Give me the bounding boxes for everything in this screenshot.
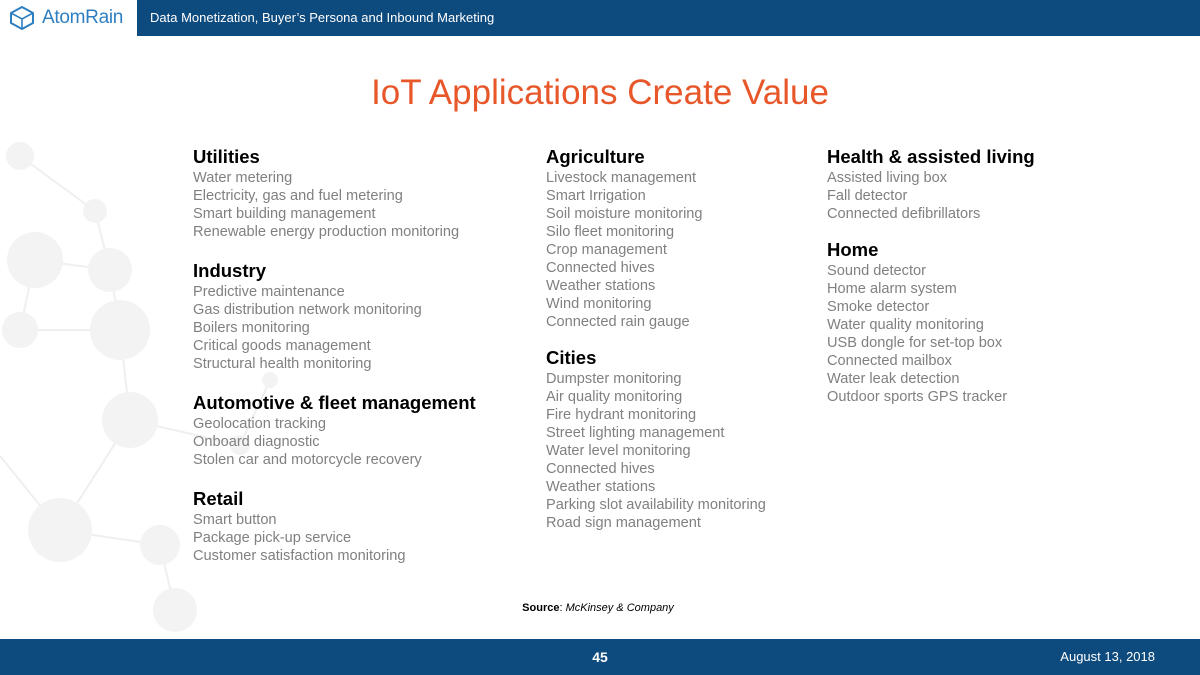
category-item: Air quality monitoring (546, 389, 683, 405)
page-number: 45 (592, 649, 608, 665)
category-item: Outdoor sports GPS tracker (827, 389, 1008, 405)
category-item: Onboard diagnostic (193, 434, 320, 450)
source-citation (0, 600, 1196, 616)
column-3 (827, 145, 1167, 406)
category-heading: Agriculture (546, 146, 645, 167)
category-item: Street lighting management (546, 425, 725, 441)
source-separator: : (559, 602, 566, 614)
category-item: Water metering (193, 170, 293, 186)
category-group-home (827, 238, 1167, 406)
footer-date: August 13, 2018 (1060, 649, 1155, 664)
category-item: Stolen car and motorcycle recovery (193, 452, 422, 468)
category-item: Electricity, gas and fuel metering (193, 188, 403, 204)
column-2 (546, 145, 816, 532)
category-item: Renewable energy production monitoring (193, 224, 460, 240)
category-item: Connected mailbox (827, 353, 952, 369)
category-item: Parking slot availability monitoring (546, 497, 766, 513)
slide-title: IoT Applications Create Value (371, 73, 829, 112)
atomrain-logo-icon (8, 5, 36, 31)
category-item: Predictive maintenance (193, 284, 345, 300)
category-item: Connected rain gauge (546, 314, 690, 330)
network-node (90, 300, 150, 360)
category-item: Fire hydrant monitoring (546, 407, 697, 423)
category-item: Dumpster monitoring (546, 371, 682, 387)
category-heading: Automotive & fleet management (193, 392, 476, 413)
category-group-agriculture (546, 145, 816, 331)
category-item: Smart button (193, 512, 277, 528)
category-item: Structural health monitoring (193, 356, 372, 372)
category-item: Home alarm system (827, 281, 957, 297)
category-item: Weather stations (546, 479, 656, 495)
category-item: Water level monitoring (546, 443, 691, 459)
category-item: Critical goods management (193, 338, 371, 354)
category-group-automotive-fleet-management (193, 391, 533, 469)
category-item: Weather stations (546, 278, 656, 294)
category-item: Smoke detector (827, 299, 930, 315)
category-item: Crop management (546, 242, 667, 258)
category-item: Wind monitoring (546, 296, 652, 312)
category-item: Connected hives (546, 260, 655, 276)
category-item: Gas distribution network monitoring (193, 302, 422, 318)
network-node (2, 312, 38, 348)
network-node (83, 199, 107, 223)
category-item: Livestock management (546, 170, 697, 186)
category-item: Customer satisfaction monitoring (193, 548, 406, 564)
category-heading: Retail (193, 488, 244, 509)
category-heading: Utilities (193, 146, 260, 167)
category-item: Water quality monitoring (827, 317, 984, 333)
category-item: Smart Irrigation (546, 188, 646, 204)
category-item: Smart building management (193, 206, 376, 222)
category-item: Road sign management (546, 515, 701, 531)
network-node (28, 498, 92, 562)
source-value: McKinsey & Company (565, 602, 674, 614)
category-item: Boilers monitoring (193, 320, 310, 336)
footer-bar (0, 639, 1200, 675)
category-item: Silo fleet monitoring (546, 224, 675, 240)
category-item: Connected hives (546, 461, 655, 477)
category-heading: Cities (546, 347, 597, 368)
category-group-industry (193, 259, 533, 373)
category-heading: Home (827, 239, 879, 260)
category-item: Geolocation tracking (193, 416, 327, 432)
category-item: Soil moisture monitoring (546, 206, 703, 222)
category-item: USB dongle for set-top box (827, 335, 1003, 351)
category-group-retail (193, 487, 533, 565)
category-group-health-assisted-living (827, 145, 1167, 223)
category-item: Fall detector (827, 188, 908, 204)
category-group-utilities (193, 145, 533, 241)
header-bar (0, 0, 1200, 36)
header-subtitle: Data Monetization, Buyer’s Persona and Inbound Marketing (150, 10, 495, 25)
network-node (7, 232, 63, 288)
category-item: Sound detector (827, 263, 926, 279)
network-node (6, 142, 34, 170)
category-group-cities (546, 346, 816, 532)
network-node (88, 248, 132, 292)
column-1 (193, 145, 533, 565)
category-item: Connected defibrillators (827, 206, 981, 222)
category-heading: Health & assisted living (827, 146, 1035, 167)
network-node (102, 392, 158, 448)
category-item: Assisted living box (827, 170, 948, 186)
category-heading: Industry (193, 260, 266, 281)
logo-text: AtomRain (42, 7, 124, 28)
category-item: Water leak detection (827, 371, 960, 387)
source-label: Source (522, 602, 560, 614)
category-item: Package pick-up service (193, 530, 352, 546)
logo (0, 0, 137, 36)
network-node (140, 525, 180, 565)
